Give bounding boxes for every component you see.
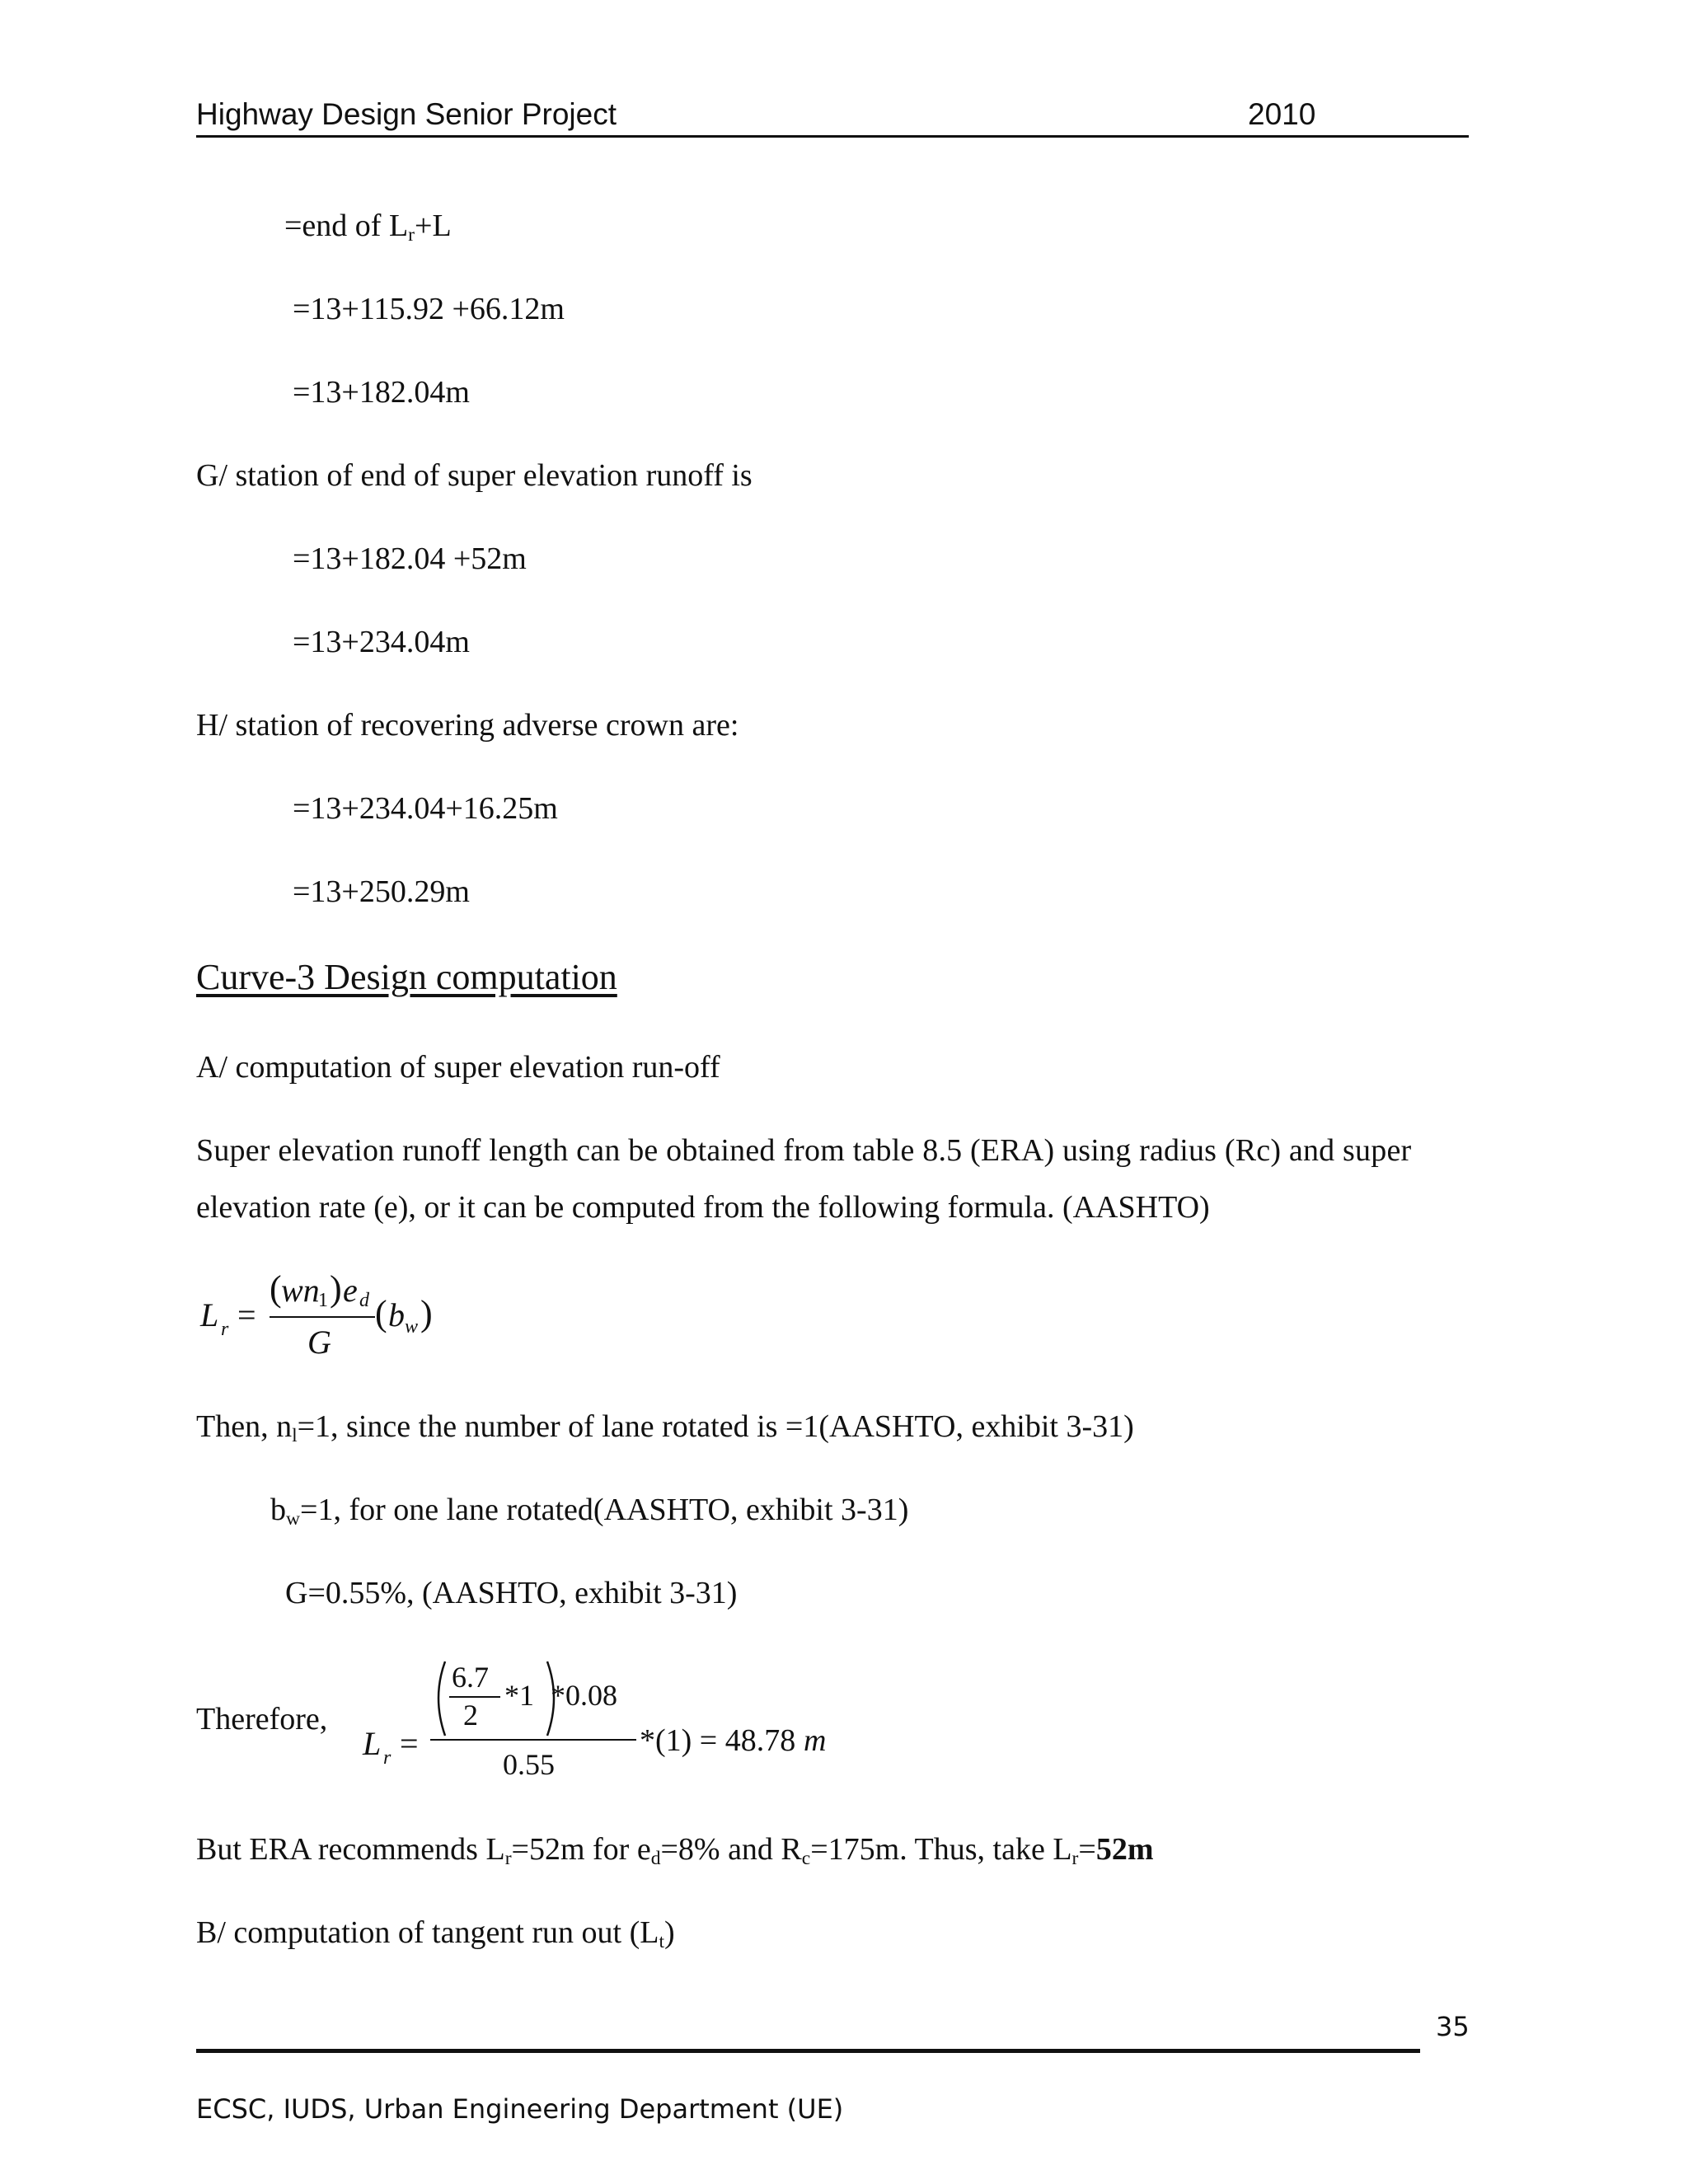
formula2-unit-m: m [804, 1723, 827, 1758]
formula2-eq: = [400, 1725, 419, 1762]
paragraph-line-1: Super elevation runoff length can be obtained from table 8.5 (ERA) using radius (Rc) and super [196, 1133, 1412, 1168]
line-station-result-2: =13+234.04m [293, 625, 470, 659]
formula1-sub-1: 1 [318, 1290, 328, 1311]
formula1-eq: = [237, 1296, 256, 1333]
formula2-num-6-7: 6.7 [452, 1661, 489, 1694]
paragraph-line-2: elevation rate (e), or it can be computed from the following formula. (AASHTO) [196, 1190, 1210, 1225]
formula1-num-close: ) [330, 1268, 342, 1309]
page-number: 35 [1436, 2011, 1470, 2042]
line-station-result-1: =13+182.04m [293, 375, 470, 410]
line-era-recommendation: But ERA recommends $L_r=52m$ for $e_d=8\%$ and $R_c=175m$. Thus, take $L_r=52m$ [196, 1832, 1154, 1869]
header-rule [196, 135, 1469, 138]
formula2-L: L [363, 1725, 382, 1762]
therefore-label: Therefore, [196, 1702, 328, 1736]
line-station-sum-3: =13+234.04+16.25m [293, 791, 558, 826]
header-title: Highway Design Senior Project [196, 97, 617, 131]
section-b-title: B/ computation of tangent run out $(L_t)$ [196, 1915, 675, 1952]
line-station-result-3: =13+250.29m [293, 874, 470, 909]
formula1-b: b [388, 1296, 405, 1333]
formula1-wn: wn [281, 1272, 320, 1309]
line-bw: $b_w=1$, for one lane rotated(AASHTO, exhibit 3-31) [270, 1493, 909, 1530]
formula2-times-1: *1 [504, 1679, 534, 1712]
formula1-L: L [200, 1296, 219, 1333]
formula1-b-close: ) [420, 1293, 433, 1333]
formula1-r: r [221, 1319, 229, 1340]
line-station-sum-2: =13+182.04 +52m [293, 541, 527, 576]
header-year: 2010 [1248, 97, 1316, 131]
line-g-value: G=0.55%, (AASHTO, exhibit 3-31) [285, 1576, 738, 1610]
line-station-sum-1: =13+115.92 +66.12m [293, 292, 565, 326]
formula2-big-parens [430, 1658, 562, 1741]
line-then-n1: Then, $n_l=1$, since the number of lane rotated is =1(AASHTO, exhibit 3-31) [196, 1409, 1134, 1446]
formula2-den-2: 2 [463, 1699, 478, 1732]
section-heading: Curve-3 Design computation [196, 957, 617, 997]
formula1-d: d [359, 1290, 369, 1311]
formula2-den-0-55: 0.55 [503, 1748, 555, 1781]
formula2-fraction-bar [430, 1739, 636, 1741]
line-end-of-lr: =end of $L_r+L$ [284, 209, 452, 246]
formula1-b-open: ( [375, 1293, 387, 1333]
formula2-r: r [383, 1747, 392, 1769]
formula1-den: G [307, 1324, 331, 1361]
footer-rule [196, 2049, 1420, 2053]
formula1-e: e [343, 1272, 358, 1309]
formula1-num-open: ( [270, 1268, 282, 1309]
formula1-w: w [405, 1316, 419, 1338]
line-g-station: G/ station of end of super elevation runoff is [196, 458, 753, 493]
footer-text: ECSC, IUDS, Urban Engineering Department (UE) [196, 2093, 844, 2125]
formula2-tail: *(1) = 48.78 [640, 1723, 796, 1758]
line-h-station: H/ station of recovering adverse crown are: [196, 708, 739, 743]
formula2-times-0-08: *0.08 [551, 1679, 617, 1712]
formula1-fraction-bar [270, 1316, 375, 1318]
section-a-title: A/ computation of super elevation run-off [196, 1050, 720, 1085]
